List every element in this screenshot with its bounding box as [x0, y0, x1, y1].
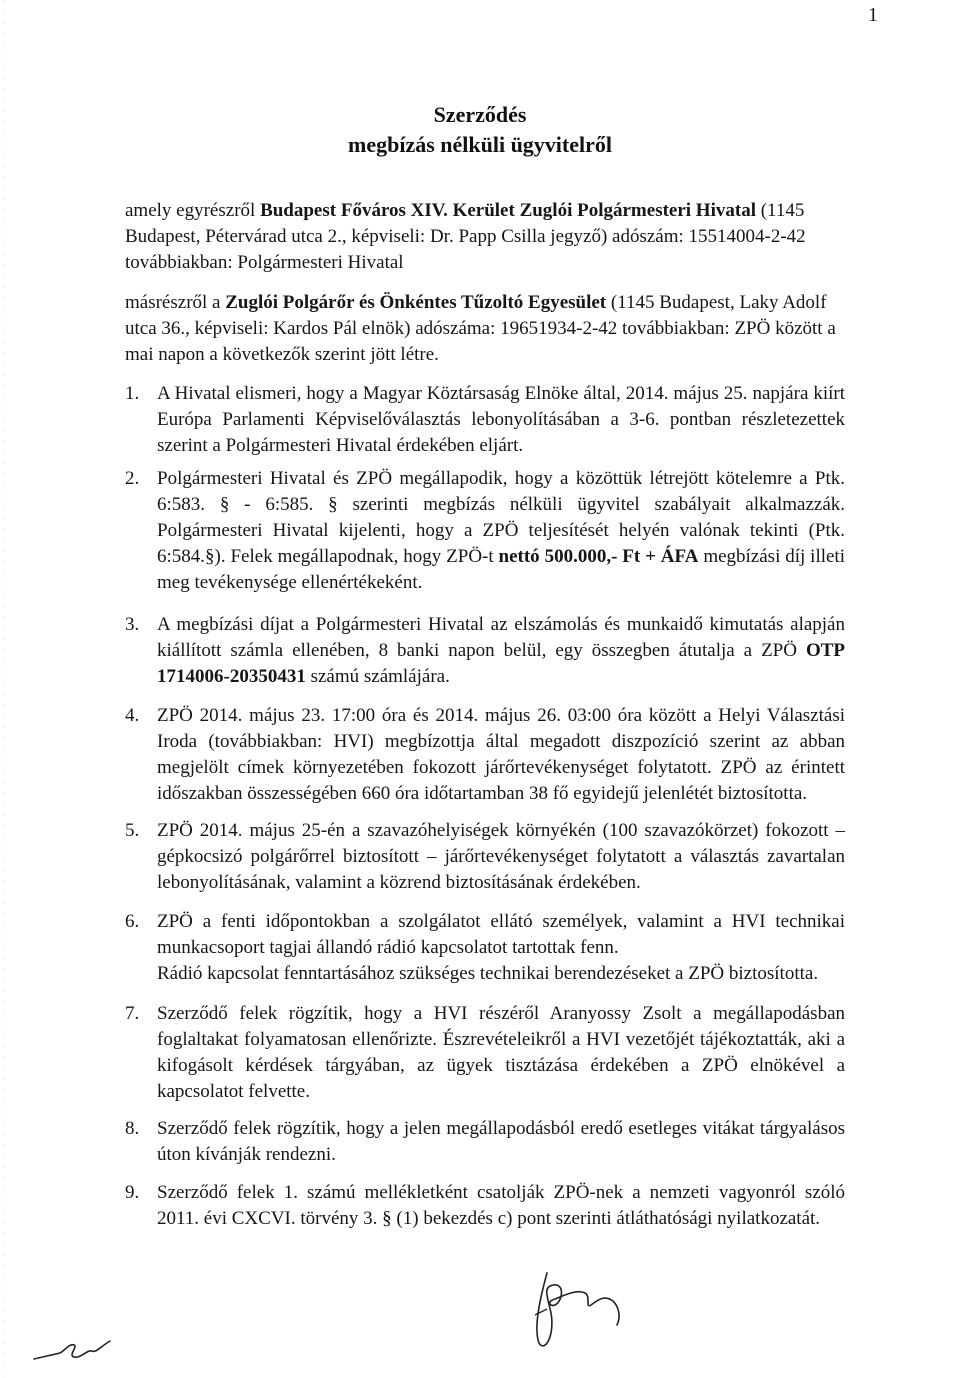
clause-number: 8.	[125, 1118, 140, 1139]
clause-3-post: számú számlájára.	[305, 666, 450, 687]
clause-number: 7.	[125, 1003, 140, 1024]
clause-number: 6.	[125, 911, 140, 932]
party-1-post: (1145 Budapest, Pétervárad utca 2., képviseli: Dr. Papp Csilla jegyző) adószám: 15514004-2-42 továbbiakban: Polgármesteri Hivatal	[125, 200, 806, 273]
clause-text: Szerződő felek 1. számú mellékletként csatolják ZPÖ-nek a nemzeti vagyonról szóló 2011. évi CXCVI. törvény 3. § (1) bekezdés c) pont szerinti átláthatósági nyilatkozatát.	[157, 1182, 845, 1229]
clause-6-line-2: Rádió kapcsolat fenntartásához szükséges technikai berendezéseket a ZPÖ biztosította.	[157, 963, 819, 984]
fee-amount: nettó 500.000,- Ft + ÁFA	[498, 546, 699, 567]
clause-text	[157, 612, 845, 690]
clause-number: 3.	[125, 614, 140, 635]
clause-number: 9.	[125, 1182, 140, 1203]
title-line-1: Szerződés	[433, 102, 527, 127]
party-1-pre: amely egyrészről	[125, 200, 261, 221]
clause-2-pre: Polgármesteri Hivatal és ZPÖ megállapodik, hogy a közöttük létrejött kötelemre a Ptk. 6:583. § - 6:585. § szerinti megbízás nélküli ügyvitel szabályait alkalmazzák. Polgármesteri Hivatal kijelenti, hogy a ZPÖ teljesítését helyén valónak tekinti (Ptk. 6:584.§). Felek megállapodnak, hogy ZPÖ-t	[157, 468, 845, 567]
party-2-paragraph	[125, 290, 840, 368]
initials-mark	[30, 1335, 120, 1365]
clause-text	[157, 909, 845, 987]
page-number: 1	[868, 4, 878, 26]
signature	[525, 1265, 645, 1355]
clause-number: 1.	[125, 383, 140, 404]
scan-edge-marks	[0, 0, 14, 1378]
clause-text: A Hivatal elismeri, hogy a Magyar Köztársaság Elnöke által, 2014. május 25. napjára kiírt Európa Parlamenti Képviselőválasztás lebonyolításában a 3-6. pontban részletezettek szerint a Polgármesteri Hivatal érdekében eljárt.	[157, 383, 845, 456]
clause-text	[157, 466, 845, 596]
party-2-name: Zuglói Polgárőr és Önkéntes Tűzoltó Egyesület	[225, 292, 607, 313]
clause-6-line-1: ZPÖ a fenti időpontokban a szolgálatot ellátó személyek, valamint a HVI technikai munkacsoport tagjai állandó rádió kapcsolatot tartottak fenn.	[157, 911, 845, 958]
clause-text: ZPÖ 2014. május 25-én a szavazóhelyiségek környékén (100 szavazókörzet) fokozott – gépkocsizó polgárőrrel biztosított – járőrtevékenységet folytatott a választás zavartalan lebonyolításának, valamint a közrend biztosításának érdekében.	[157, 820, 845, 893]
party-1-name: Budapest Főváros XIV. Kerület Zuglói Polgármesteri Hivatal	[260, 200, 756, 221]
clause-text: Szerződő felek rögzítik, hogy a HVI részéről Aranyossy Zsolt a megállapodásban foglaltakat folyamatosan ellenőrizte. Észrevételeikről a HVI vezetőjét tájékoztatták, aki a kifogásolt kérdések tárgyában, az ügyek tisztázása érdekében a ZPÖ elnökével a kapcsolatot felvette.	[157, 1003, 845, 1102]
clause-text: Szerződő felek rögzítik, hogy a jelen megállapodásból eredő esetleges vitákat tárgyalásos úton kívánják rendezni.	[157, 1118, 845, 1165]
title-line-2: megbízás nélküli ügyvitelről	[348, 132, 612, 157]
document-title	[0, 100, 960, 160]
clause-number: 4.	[125, 705, 140, 726]
clause-number: 5.	[125, 820, 140, 841]
bank-account: OTP 1714006-20350431	[157, 640, 845, 687]
clause-number: 2.	[125, 468, 140, 489]
party-1-paragraph	[125, 198, 840, 276]
clause-2-post: megbízási díj illeti meg tevékenysége ellenértékeként.	[157, 546, 845, 593]
party-2-post: (1145 Budapest, Laky Adolf utca 36., képviseli: Kardos Pál elnök) adószáma: 19651934-2-42 továbbiakban: ZPÖ között a mai napon a következők szerint jött létre.	[125, 292, 836, 365]
clause-text: ZPÖ 2014. május 23. 17:00 óra és 2014. május 26. 03:00 óra között a Helyi Választási Iroda (továbbiakban: HVI) megbízottja által megadott diszpozíció szerint az abban megjelölt címek környezetében fokozott járőrtevékenységet folytatott. ZPÖ az érintett időszakban összességében 660 óra időtartamban 38 fő egyidejű jelenlétét biztosította.	[157, 705, 845, 804]
party-2-pre: másrészről a	[125, 292, 226, 313]
clause-3-pre: A megbízási díjat a Polgármesteri Hivatal az elszámolás és munkaidő kimutatás alapján kiállított számla ellenében, 8 banki napon belül, egy összegben átutalja a ZPÖ	[157, 614, 845, 661]
